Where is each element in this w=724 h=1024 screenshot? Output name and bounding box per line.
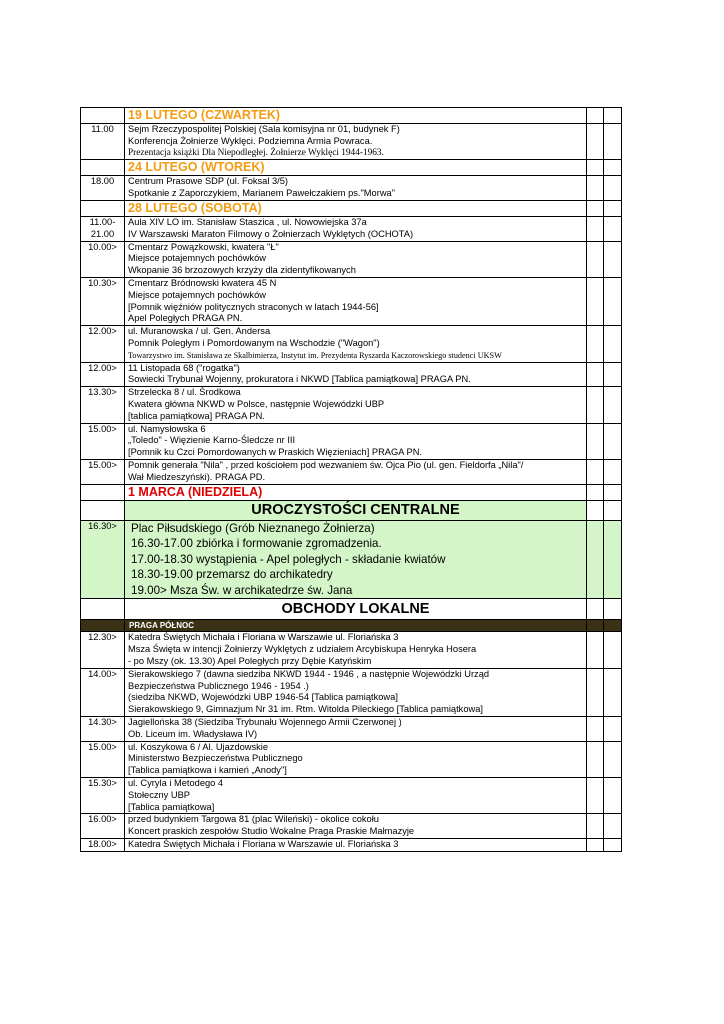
event-time: 15.30> — [88, 778, 117, 789]
table-row — [81, 484, 622, 500]
event-line: [tablica pamiątkowa] PRAGA PN. — [128, 410, 265, 421]
event-time: 12.00> — [88, 326, 117, 337]
time-cell — [81, 599, 125, 620]
table-row — [81, 620, 622, 632]
time-cell — [81, 778, 125, 814]
event-line: ul. Namysłowska 6 — [128, 423, 206, 434]
event-line: 17.00-18.30 wystąpienia - Apel poległych - składanie kwiatów — [131, 552, 446, 566]
event-time: 12.30> — [88, 632, 117, 643]
check-cell — [604, 778, 622, 814]
event-line: [Pomnik więźniów politycznych straconych w latach 1944-56] — [128, 301, 379, 312]
description-cell — [125, 362, 587, 387]
table-row — [81, 778, 622, 814]
check-cell — [587, 108, 604, 124]
event-time: 15.00> — [88, 741, 117, 752]
check-cell — [604, 108, 622, 124]
check-cell — [587, 500, 604, 520]
event-line: ul. Muranowska / ul. Gen. Andersa — [128, 326, 271, 337]
time-cell — [81, 814, 125, 839]
time-cell — [81, 459, 125, 484]
event-line: Koncert praskich zespołów Studio Wokalne Praga Praskie Małmazyje — [128, 826, 415, 837]
time-cell — [81, 216, 125, 241]
event-line: Ob. Liceum im. Władysława IV) — [128, 728, 258, 739]
check-cell — [587, 839, 604, 852]
description-cell — [125, 814, 587, 839]
check-cell — [604, 484, 622, 500]
check-cell — [604, 326, 622, 362]
description-cell — [125, 668, 587, 716]
event-line: Towarzystwo im. Stanisława ze Skalbimierza, Instytut im. Prezydenta Ryszarda Kaczorowskiego studenci UKSW — [128, 350, 502, 360]
description-cell — [125, 216, 587, 241]
check-cell — [587, 216, 604, 241]
table-row — [81, 160, 622, 176]
event-line: (siedziba NKWD, Wojewódzki UBP 1946-54 [Tablica pamiątkowa] — [128, 692, 398, 703]
table-row — [81, 241, 622, 277]
event-line: Prezentacja książki Dla Niepodległej. Żołnierze Wyklęci 1944-1963. — [128, 147, 384, 158]
event-line: Sierakowskiego 7 (dawna siedziba NKWD 1944 - 1946 , a następnie Wojewódzki Urząd — [128, 668, 490, 679]
check-cell — [604, 814, 622, 839]
table-row — [81, 362, 622, 387]
time-cell — [81, 423, 125, 459]
time-cell — [81, 741, 125, 777]
check-cell — [604, 423, 622, 459]
schedule-body — [81, 108, 622, 852]
check-cell — [604, 632, 622, 668]
event-time: 12.00> — [88, 362, 117, 373]
event-line: Pomnik Poległym i Pomordowanym na Wschodzie ("Wagon") — [128, 337, 380, 348]
table-row — [81, 423, 622, 459]
event-line: Msza Święta w intencji Żołnierzy Wyklętych z udziałem Arcybiskupa Henryka Hosera — [128, 644, 477, 655]
table-row — [81, 717, 622, 742]
check-cell — [604, 362, 622, 387]
check-cell — [604, 200, 622, 216]
check-cell — [604, 176, 622, 201]
event-line: Aula XIV LO im. Stanisław Staszica , ul. Nowowiejska 37a — [128, 216, 367, 227]
event-line: Cmentarz Bródnowski kwatera 45 N — [128, 277, 277, 288]
check-cell — [604, 520, 622, 599]
event-line: Wał Miedzeszyński). PRAGA PD. — [128, 471, 266, 482]
check-cell — [604, 160, 622, 176]
check-cell — [604, 620, 622, 632]
description-cell — [125, 241, 587, 277]
event-line: Bezpieczeństwa Publicznego 1946 - 1954 .) — [128, 680, 309, 691]
time-cell — [81, 632, 125, 668]
table-row — [81, 108, 622, 124]
check-cell — [604, 387, 622, 423]
event-time: 13.30> — [88, 387, 117, 398]
check-cell — [587, 717, 604, 742]
description-cell — [125, 839, 587, 852]
central-ceremony-heading: UROCZYSTOŚCI CENTRALNE — [125, 500, 587, 520]
table-row — [81, 200, 622, 216]
time-cell — [81, 500, 125, 520]
event-time: 15.00> — [88, 459, 117, 470]
table-row — [81, 814, 622, 839]
check-cell — [587, 176, 604, 201]
time-cell — [81, 176, 125, 201]
table-row — [81, 459, 622, 484]
description-cell — [125, 176, 587, 201]
table-row — [81, 326, 622, 362]
time-cell — [81, 326, 125, 362]
local-events-heading: OBCHODY LOKALNE — [125, 599, 587, 620]
description-cell — [125, 326, 587, 362]
date-heading: 28 LUTEGO (SOBOTA) — [125, 200, 587, 216]
time-cell — [81, 387, 125, 423]
event-line: Ministerstwo Bezpieczeństwa Publicznego — [128, 753, 303, 764]
check-cell — [587, 124, 604, 160]
event-time: 11.00- — [89, 216, 116, 227]
check-cell — [604, 277, 622, 325]
check-cell — [604, 839, 622, 852]
date-heading: 24 LUTEGO (WTOREK) — [125, 160, 587, 176]
check-cell — [587, 423, 604, 459]
event-time: 16.30> — [88, 520, 117, 531]
district-header: PRAGA PÓŁNOC — [125, 620, 587, 632]
check-cell — [587, 277, 604, 325]
time-cell — [81, 124, 125, 160]
event-line: Katedra Świętych Michała i Floriana w Warszawie ul. Floriańska 3 — [128, 839, 399, 850]
description-cell — [125, 423, 587, 459]
event-line: [Tablica pamiątkowa] — [128, 801, 215, 812]
time-cell — [81, 839, 125, 852]
date-heading: 1 MARCA (NIEDZIELA) — [125, 484, 587, 500]
check-cell — [604, 599, 622, 620]
check-cell — [604, 124, 622, 160]
check-cell — [587, 484, 604, 500]
check-cell — [604, 668, 622, 716]
date-heading: 19 LUTEGO (CZWARTEK) — [125, 108, 587, 124]
time-cell — [81, 520, 125, 599]
event-time: 10.00> — [88, 241, 117, 252]
event-line: Sowiecki Trybunał Wojenny, prokuratora i NKWD [Tablica pamiątkowa] PRAGA PN. — [128, 374, 471, 385]
table-row — [81, 387, 622, 423]
table-row — [81, 599, 622, 620]
schedule-table — [80, 107, 622, 852]
check-cell — [604, 741, 622, 777]
check-cell — [587, 620, 604, 632]
event-line: - po Mszy (ok. 13.30) Apel Poległych przy Dębie Katyńskim — [128, 656, 372, 667]
event-time: 10.30> — [88, 277, 117, 288]
check-cell — [587, 632, 604, 668]
time-cell — [81, 160, 125, 176]
time-cell — [81, 200, 125, 216]
table-row — [81, 839, 622, 852]
table-row — [81, 520, 622, 599]
event-line: Strzelecka 8 / ul. Środkowa — [128, 387, 241, 398]
event-time: 21.00 — [90, 228, 115, 239]
event-line: Spotkanie z Zaporczykiem, Marianem Pawełczakiem ps."Morwa" — [128, 188, 396, 199]
event-time: 14.00> — [88, 668, 117, 679]
description-cell — [125, 277, 587, 325]
check-cell — [604, 500, 622, 520]
description-cell — [125, 717, 587, 742]
event-line: Konferencja Żołnierze Wyklęci. Podziemna Armia Powraca. — [128, 135, 373, 146]
time-cell — [81, 277, 125, 325]
check-cell — [587, 814, 604, 839]
event-line: 16.30-17.00 zbiórka i formowanie zgromadzenia. — [131, 537, 382, 551]
time-cell — [81, 717, 125, 742]
event-line: Sierakowskiego 9, Gimnazjum Nr 31 im. Rtm. Witolda Pileckiego [Tablica pamiątkowa] — [128, 704, 483, 715]
event-time: 18.00> — [88, 839, 117, 850]
table-row — [81, 668, 622, 716]
description-cell — [125, 741, 587, 777]
event-time: 18.00 — [90, 176, 115, 187]
event-line: Miejsce potajemnych pochówków — [128, 253, 266, 264]
check-cell — [587, 200, 604, 216]
time-cell — [81, 668, 125, 716]
table-row — [81, 216, 622, 241]
event-line: Sejm Rzeczypospolitej Polskiej (Sala komisyjna nr 01, budynek F) — [128, 124, 400, 134]
event-line: Cmentarz Powązkowski, kwatera "Ł" — [128, 241, 279, 252]
event-line: Kwatera główna NKWD w Polsce, następnie Wojewódzki UBP — [128, 398, 385, 409]
time-cell — [81, 241, 125, 277]
description-cell — [125, 387, 587, 423]
time-cell — [81, 108, 125, 124]
table-row — [81, 277, 622, 325]
time-cell — [81, 484, 125, 500]
check-cell — [604, 241, 622, 277]
check-cell — [604, 459, 622, 484]
event-line: Centrum Prasowe SDP (ul. Foksal 3/5) — [128, 176, 288, 187]
event-line: 19.00> Msza Św. w archikatedrze św. Jana — [131, 583, 353, 597]
table-row — [81, 176, 622, 201]
event-line: Miejsce potajemnych pochówków — [128, 289, 266, 300]
check-cell — [587, 326, 604, 362]
event-line: [Pomnik ku Czci Pomordowanych w Praskich Więzieniach] PRAGA PN. — [128, 447, 422, 458]
table-row — [81, 632, 622, 668]
table-row — [81, 741, 622, 777]
event-line: Pomnik generała "Nila" , przed kościołem pod wezwaniem św. Ojca Pio (ul. gen. Fieldorfa „Nila"/ — [128, 459, 524, 470]
event-line: ul. Koszykowa 6 / Al. Ujazdowskie — [128, 741, 269, 752]
check-cell — [604, 216, 622, 241]
time-cell — [81, 620, 125, 632]
table-row — [81, 124, 622, 160]
description-cell — [125, 124, 587, 160]
event-line: Katedra Świętych Michała i Floriana w Warszawie ul. Floriańska 3 — [128, 632, 399, 643]
event-line: Apel Poległych PRAGA PN. — [128, 313, 243, 324]
event-line: przed budynkiem Targowa 81 (plac Wileński) - okolice cokołu — [128, 814, 379, 825]
event-line: Plac Piłsudskiego (Grób Nieznanego Żołnierza) — [131, 521, 375, 535]
description-cell — [125, 520, 587, 599]
event-line: [Tablica pamiątkowa i kamień „Anody"] — [128, 765, 287, 776]
check-cell — [587, 459, 604, 484]
check-cell — [587, 668, 604, 716]
check-cell — [587, 741, 604, 777]
event-time: 11.00 — [91, 124, 114, 134]
check-cell — [587, 160, 604, 176]
check-cell — [587, 362, 604, 387]
description-cell — [125, 459, 587, 484]
event-line: 18.30-19.00 przemarsz do archikatedry — [131, 568, 333, 582]
event-time: 14.30> — [88, 717, 117, 728]
event-line: „Toledo" - Więzienie Karno-Śledcze nr III — [128, 435, 296, 446]
event-line: IV Warszawski Maraton Filmowy o Żołnierzach Wyklętych (OCHOTA) — [128, 228, 414, 239]
event-line: Wkopanie 36 brzozowych krzyży dla zidentyfikowanych — [128, 265, 356, 276]
event-line: Jagiellońska 38 (Siedziba Trybunału Wojennego Armii Czerwonej ) — [128, 717, 402, 728]
table-row — [81, 500, 622, 520]
description-cell — [125, 778, 587, 814]
check-cell — [587, 241, 604, 277]
time-cell — [81, 362, 125, 387]
event-line: 11 Listopada 68 ("rogatka") — [128, 362, 240, 373]
check-cell — [587, 387, 604, 423]
check-cell — [587, 520, 604, 599]
check-cell — [587, 778, 604, 814]
check-cell — [587, 599, 604, 620]
event-line: ul. Cyryla i Metodego 4 — [128, 778, 224, 789]
event-line: Stołeczny UBP — [128, 789, 191, 800]
event-time: 16.00> — [88, 814, 117, 825]
description-cell — [125, 632, 587, 668]
event-time: 15.00> — [88, 423, 117, 434]
check-cell — [604, 717, 622, 742]
